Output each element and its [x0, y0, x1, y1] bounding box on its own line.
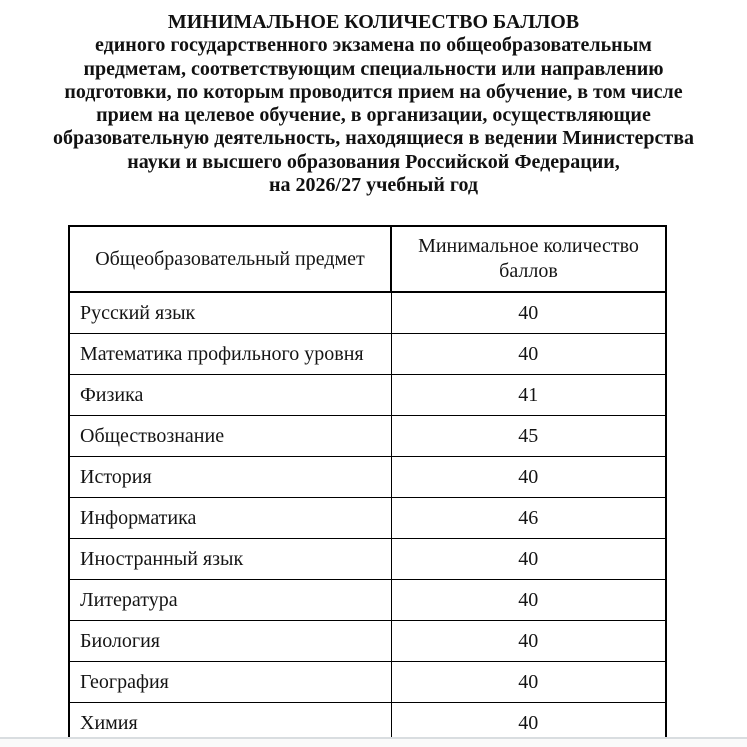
table-header-row	[69, 226, 666, 292]
table-row	[69, 334, 666, 375]
table-row	[69, 498, 666, 539]
score-cell: 41	[391, 375, 666, 416]
table-row	[69, 662, 666, 703]
page-bottom-divider	[0, 737, 747, 747]
table-row	[69, 416, 666, 457]
column-header-subject: Общеобразовательный предмет	[69, 226, 391, 292]
document-title	[14, 11, 733, 197]
min-scores-table	[68, 225, 667, 745]
score-cell: 45	[391, 416, 666, 457]
subject-cell: Обществознание	[69, 416, 391, 457]
title-line-7: науки и высшего образования Российской Федерации,	[127, 150, 620, 173]
score-cell: 40	[391, 703, 666, 745]
subject-cell: Математика профильного уровня	[69, 334, 391, 375]
score-cell: 40	[391, 334, 666, 375]
title-line-2: единого государственного экзамена по общеобразовательным	[95, 34, 652, 57]
subject-cell: История	[69, 457, 391, 498]
title-line-6: образовательную деятельность, находящиеся в ведении Министерства	[52, 127, 695, 150]
subject-cell: Русский язык	[69, 292, 391, 334]
score-cell: 40	[391, 621, 666, 662]
table-row	[69, 457, 666, 498]
subject-cell: Иностранный язык	[69, 539, 391, 580]
table-row	[69, 539, 666, 580]
score-cell: 40	[391, 662, 666, 703]
table-row	[69, 375, 666, 416]
table-row	[69, 580, 666, 621]
table-row	[69, 621, 666, 662]
score-cell: 40	[391, 457, 666, 498]
table-row	[69, 292, 666, 334]
title-line-8: на 2026/27 учебный год	[268, 174, 479, 197]
subject-cell: Биология	[69, 621, 391, 662]
score-cell: 40	[391, 580, 666, 621]
title-line-5: прием на целевое обучение, в организации, осуществляющие	[96, 104, 651, 127]
subject-cell: Информатика	[69, 498, 391, 539]
title-line-4: подготовки, по которым проводится прием на обучение, в том числе	[64, 80, 683, 103]
subject-cell: Физика	[69, 375, 391, 416]
score-cell: 40	[391, 292, 666, 334]
column-header-score: Минимальное количество баллов	[391, 226, 666, 292]
score-cell: 46	[391, 498, 666, 539]
title-line-3: предметам, соответствующим специальности или направлению	[83, 57, 664, 80]
subject-cell: Литература	[69, 580, 391, 621]
score-cell: 40	[391, 539, 666, 580]
subject-cell: Химия	[69, 703, 391, 745]
title-line-1: МИНИМАЛЬНОЕ КОЛИЧЕСТВО БАЛЛОВ	[167, 11, 580, 33]
subject-cell: География	[69, 662, 391, 703]
